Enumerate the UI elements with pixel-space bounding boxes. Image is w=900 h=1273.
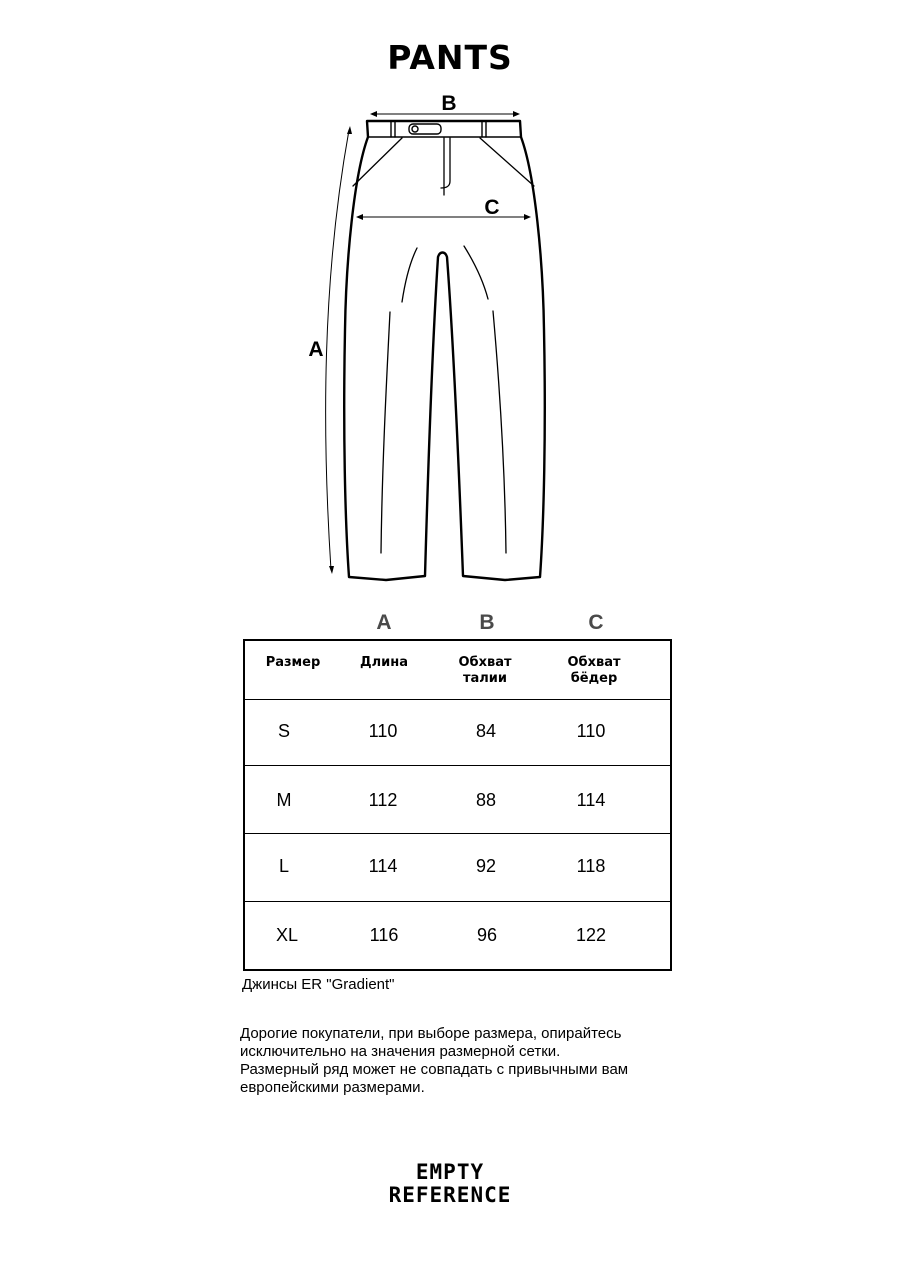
dart-right xyxy=(464,246,488,299)
header-waist xyxy=(458,655,511,687)
cell-waist: 92 xyxy=(475,856,497,876)
table-row xyxy=(245,765,670,834)
cell-waist: 96 xyxy=(476,925,498,945)
cell-hips: 122 xyxy=(575,925,607,945)
customer-note xyxy=(240,1025,680,1097)
product-caption: Джинсы ER "Gradient" xyxy=(242,976,395,993)
cell-size: L xyxy=(278,856,290,876)
cell-size: M xyxy=(276,790,292,810)
cell-waist: 84 xyxy=(475,721,497,741)
header-waist-label-1: Обхват xyxy=(458,655,512,670)
column-letter-a: A xyxy=(376,611,392,634)
pants-diagram xyxy=(0,0,900,600)
cell-size: XL xyxy=(275,925,299,945)
belt-loop-left xyxy=(391,121,395,137)
note-line: европейскими размерами. xyxy=(240,1079,425,1096)
label-c: C xyxy=(484,196,500,219)
arrow-a-top xyxy=(347,126,352,134)
header-size-label: Размер xyxy=(265,655,321,670)
belt-loop-right xyxy=(482,121,486,137)
table-row xyxy=(245,699,670,766)
arrow-b-right xyxy=(513,111,520,117)
cell-length: 114 xyxy=(368,856,398,876)
column-letter-c: C xyxy=(588,611,604,634)
brand-line-2: REFERENCE xyxy=(388,1183,512,1207)
header-size xyxy=(266,655,321,671)
note-line: исключительно на значения размерной сетки. xyxy=(240,1043,561,1060)
cell-length: 112 xyxy=(368,790,398,810)
cell-size: S xyxy=(277,721,291,741)
arrow-c-right xyxy=(524,214,531,220)
arrow-a-bottom xyxy=(329,566,334,574)
page-title: PANTS xyxy=(387,38,513,77)
header-waist-label-2: талии xyxy=(462,671,508,686)
brand-line-1: EMPTY xyxy=(415,1160,485,1184)
cell-hips: 114 xyxy=(576,790,606,810)
label-a: A xyxy=(308,338,324,361)
size-table xyxy=(243,639,672,971)
arrow-b-left xyxy=(370,111,377,117)
arrow-c-left xyxy=(356,214,363,220)
header-hips xyxy=(567,655,620,687)
pocket-right xyxy=(480,138,534,186)
fly-curve xyxy=(441,138,450,188)
brand-logo xyxy=(0,1161,900,1207)
header-length xyxy=(360,655,408,671)
header-length-label: Длина xyxy=(360,655,408,670)
table-row xyxy=(245,901,670,970)
crease-right xyxy=(493,311,506,553)
note-line: Размерный ряд может не совпадать с привычными вам xyxy=(240,1061,629,1078)
header-hips-label-1: Обхват xyxy=(567,655,621,670)
cell-length: 110 xyxy=(368,721,398,741)
header-hips-label-2: бёдер xyxy=(570,671,618,686)
table-header-row xyxy=(245,641,670,699)
note-line: Дорогие покупатели, при выборе размера, опирайтесь xyxy=(240,1025,622,1042)
button-tab xyxy=(409,124,441,134)
cell-length: 116 xyxy=(369,925,399,945)
cell-waist: 88 xyxy=(475,790,497,810)
label-b: B xyxy=(441,92,457,115)
cell-hips: 110 xyxy=(576,721,606,741)
button xyxy=(412,126,418,132)
table-row xyxy=(245,833,670,902)
crease-left xyxy=(381,312,390,553)
column-letter-b: B xyxy=(479,611,495,634)
dart-left xyxy=(402,248,417,302)
cell-hips: 118 xyxy=(576,856,606,876)
